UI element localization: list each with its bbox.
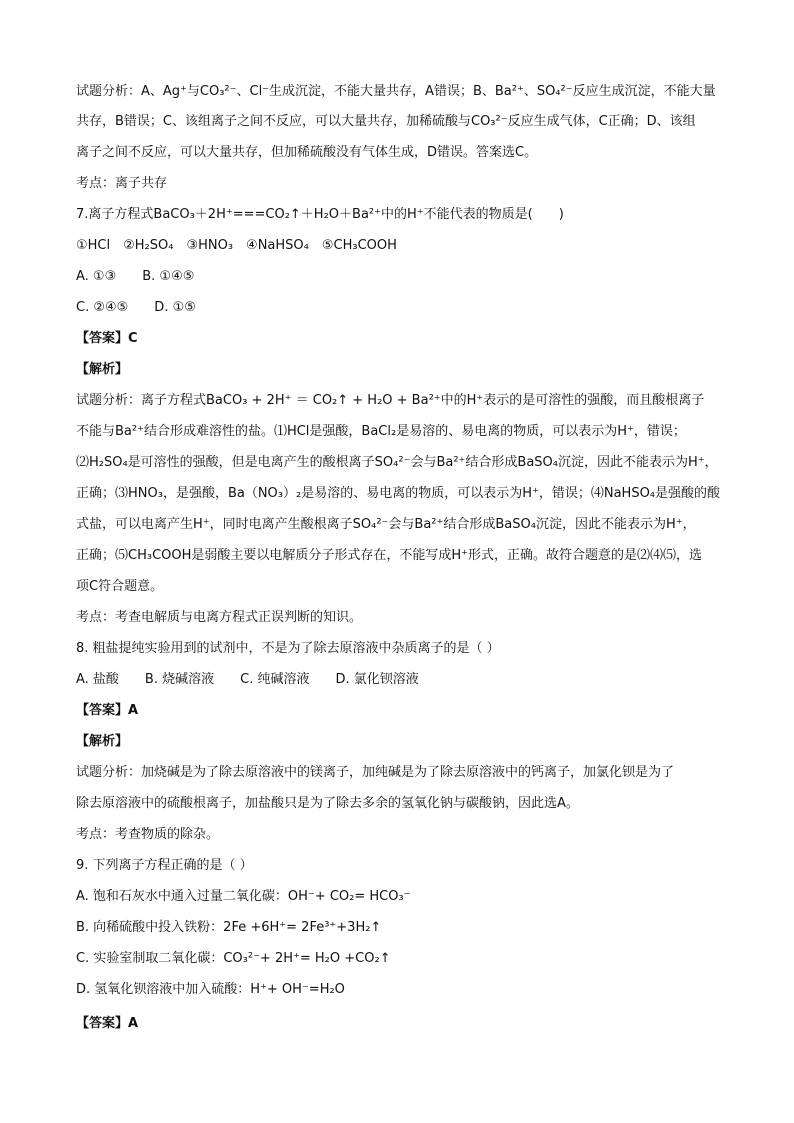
analysis-7-line-6: 正确；⑸CH₃COOH是弱酸主要以电解质分子形式存在，不能写成H⁺形式，正确。故符合题意的是⑵⑷⑸，选 (76, 548, 703, 563)
analysis-8-line-2: 除去原溶液中的硫酸根离子，加盐酸只是为了除去多余的氢氧化钠与碳酸钠，因此选A。 (76, 796, 579, 811)
analysis-label: 【解析】 (76, 362, 129, 377)
key-point-line: 考点：离子共存 (76, 176, 168, 191)
question-7: 7.离子方程式BaCO₃＋2H⁺===CO₂↑＋H₂O＋Ba²⁺中的H⁺不能代表的物质是( ) (76, 207, 564, 222)
question-8: 8. 粗盐提纯实验用到的试剂中，不是为了除去原溶液中杂质离子的是（ ） (76, 641, 500, 656)
question-7-options-ab: A. ①③ B. ①④⑤ (76, 269, 195, 284)
question-7-options-cd: C. ②④⑤ D. ①⑤ (76, 300, 196, 315)
answer-8-label: 【答案】A (76, 703, 139, 718)
analysis-7-line-4: 正确；⑶HNO₃，是强酸，Ba（NO₃）₂是易溶的、易电离的物质，可以表示为H⁺，错误；⑷NaHSO₄是强酸的酸 (76, 486, 721, 501)
question-8-options: A. 盐酸 B. 烧碱溶液 C. 纯碱溶液 D. 氯化钡溶液 (76, 672, 419, 687)
question-9-option-b: B. 向稀硫酸中投入铁粉：2Fe +6H⁺= 2Fe³⁺+3H₂↑ (76, 920, 382, 935)
key-point-8: 考点：考查物质的除杂。 (76, 827, 220, 842)
question-9: 9. 下列离子方程正确的是（ ） (76, 858, 253, 873)
question-9-option-a: A. 饱和石灰水中通入过量二氧化碳：OH⁻+ CO₂= HCO₃⁻ (76, 889, 411, 904)
key-point-7: 考点：考查电解质与电离方程式正误判断的知识。 (76, 610, 363, 625)
analysis-8-line-1: 试题分析：加烧碱是为了除去原溶液中的镁离子，加纯碱是为了除去原溶液中的钙离子，加氯化钡是为了 (76, 765, 675, 780)
analysis-8-label: 【解析】 (76, 734, 129, 749)
analysis-line-3: 离子之间不反应，可以大量共存，但加稀硫酸没有气体生成，D错误。答案选C。 (76, 145, 538, 160)
analysis-line-1: 试题分析：A、Ag⁺与CO₃²⁻、Cl⁻生成沉淀，不能大量共存，A错误；B、Ba²⁺、SO₄²⁻反应生成沉淀，不能大量 (76, 84, 716, 99)
analysis-7-line-1: 试题分析：离子方程式BaCO₃ + 2H⁺ ＝ CO₂↑ + H₂O + Ba²⁺中的H⁺表示的是可溶性的强酸，而且酸根离子 (76, 393, 705, 408)
question-9-option-d: D. 氢氧化钡溶液中加入硫酸：H⁺+ OH⁻=H₂O (76, 982, 345, 997)
question-7-items: ①HCl ②H₂SO₄ ③HNO₃ ④NaHSO₄ ⑤CH₃COOH (76, 238, 397, 253)
answer-label: 【答案】C (76, 331, 138, 346)
answer-9-label: 【答案】A (76, 1016, 139, 1031)
analysis-7-line-2: 不能与Ba²⁺结合形成难溶性的盐。⑴HCl是强酸，BaCl₂是易溶的、易电离的物质，可以表示为H⁺，错误； (76, 424, 686, 439)
analysis-7-line-3: ⑵H₂SO₄是可溶性的强酸，但是电离产生的酸根离子SO₄²⁻会与Ba²⁺结合形成BaSO₄沉淀，因此不能表示为H⁺， (76, 455, 718, 470)
analysis-7-line-5: 式盐，可以电离产生H⁺，同时电离产生酸根离子SO₄²⁻会与Ba²⁺结合形成BaSO₄沉淀，因此不能表示为H⁺， (76, 517, 696, 532)
question-9-option-c: C. 实验室制取二氧化碳：CO₃²⁻+ 2H⁺= H₂O +CO₂↑ (76, 951, 391, 966)
analysis-7-line-7: 项C符合题意。 (76, 579, 164, 594)
analysis-line-2: 共存，B错误；C、该组离子之间不反应，可以大量共存，加稀硫酸与CO₃²⁻反应生成气体，C正确；D、该组 (76, 114, 696, 129)
